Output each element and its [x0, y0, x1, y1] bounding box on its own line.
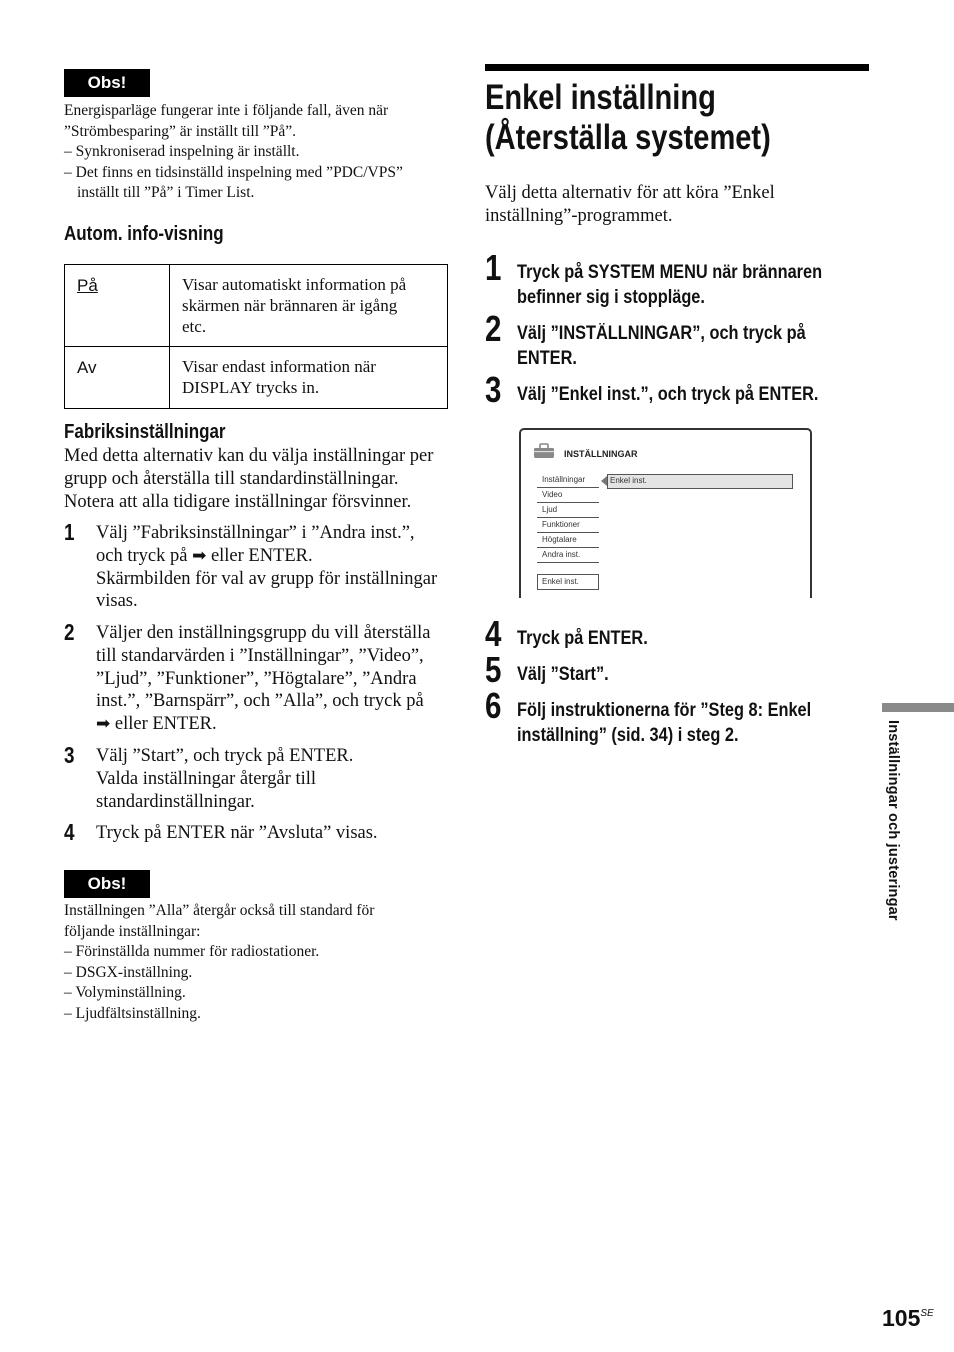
option-cell: Av: [65, 347, 170, 409]
obs-note-1: Energisparläge fungerar inte i följande fall, även när ”Strömbesparing” är inställt till ”På”. – Synkroniserad inspelning är inställt. – Det finns en tidsinställd inspelning med ”PDC/VPS” inställt till ”På” i Timer List.: [64, 102, 403, 201]
desc-cell: Visar automatiskt information på skärmen när brännaren är igång etc.: [170, 265, 448, 347]
screen-title: INSTÄLLNINGAR: [564, 449, 638, 459]
step-text: Följ instruktionerna för ”Steg 8: Enkel inställning” (sid. 34) i steg 2.: [517, 700, 812, 746]
page-title: Enkel inställning (Återställa systemet): [485, 78, 771, 157]
page-number: $105^{SE}$: [882, 1305, 934, 1331]
step-text: Välj ”Start”.: [517, 664, 609, 685]
arrow-right-icon: ➡: [96, 714, 111, 735]
selected-option[interactable]: Enkel inst.: [607, 474, 793, 489]
step-text: Välj ”Fabriksinställningar” i ”Andra inst.”, och tryck på ➡ eller ENTER. Skärmbilden för val av grupp för inställningar visas.: [96, 523, 438, 612]
menu-item-installningar[interactable]: Inställningar: [537, 473, 599, 488]
title-rule: [485, 64, 869, 71]
step-number: 1: [485, 247, 502, 288]
step-number: 1: [64, 519, 75, 545]
obs-label: Obs!: [64, 870, 150, 898]
side-tab-bar: [882, 703, 954, 712]
step-number: 5: [485, 649, 502, 690]
table-row: [65, 347, 448, 409]
step-number: 4: [485, 613, 502, 654]
step-text: Tryck på ENTER.: [517, 628, 648, 649]
option-cell: På: [65, 265, 170, 347]
step-number: 2: [485, 308, 502, 349]
step-text: Väljer den inställningsgrupp du vill återställa till standarvärden i ”Inställningar”, ”Video”, ”Ljud”, ”Funktioner”, ”Högtalare”, ”Andra inst.”, ”Barnspärr”, och ”Alla”, och tryck på ➡ eller ENTER.: [96, 623, 431, 735]
obs-note-2: Inställningen ”Alla” återgår också till standard för följande inställningar: – Förinställda nummer för radiostationer. – DSGX-inställning. – Volyminställning. – Ljudfältsinställning.: [64, 902, 375, 1022]
section-heading-autom: Autom. info-visning: [64, 223, 224, 245]
obs-label: Obs!: [64, 69, 150, 97]
desc-cell: Visar endast information när DISPLAY trycks in.: [170, 347, 448, 409]
step-number: 2: [64, 619, 75, 645]
step-number: 3: [64, 742, 75, 768]
arrow-right-icon: ➡: [192, 545, 207, 566]
menu-item-funktioner[interactable]: Funktioner: [537, 518, 599, 533]
step-number: 4: [64, 819, 75, 845]
screen-footer-box: Enkel inst.: [537, 574, 599, 590]
settings-screen: [519, 428, 812, 598]
step-number: 3: [485, 369, 502, 410]
fabrik-intro: Med detta alternativ kan du välja inställningar per grupp och återställa till standardinställningar. Notera att alla tidigare inställningar försvinner.: [64, 446, 434, 512]
menu-item-andra-inst[interactable]: Andra inst.: [537, 548, 599, 563]
section-heading-fabrik: Fabriksinställningar: [64, 421, 226, 443]
table-row: [65, 265, 448, 347]
step-text: Välj ”INSTÄLLNINGAR”, och tryck på ENTER.: [517, 323, 806, 369]
step-text: Välj ”Start”, och tryck på ENTER. Valda inställningar återgår till standardinställningar.: [96, 746, 354, 812]
toolbox-icon: [533, 443, 555, 459]
side-tab-label: Inställningar och justeringar: [885, 720, 901, 921]
intro-text: Välj detta alternativ för att köra ”Enkel inställning”-programmet.: [485, 183, 775, 226]
settings-table: [64, 264, 448, 409]
menu-item-video[interactable]: Video: [537, 488, 599, 503]
menu-item-hogtalare[interactable]: Högtalare: [537, 533, 599, 548]
step-number: 6: [485, 685, 502, 726]
step-text: Välj ”Enkel inst.”, och tryck på ENTER.: [517, 384, 819, 405]
step-text: Tryck på ENTER när ”Avsluta” visas.: [96, 823, 378, 843]
step-text: Tryck på SYSTEM MENU när brännaren befinner sig i stoppläge.: [517, 262, 823, 308]
menu-item-ljud[interactable]: Ljud: [537, 503, 599, 518]
